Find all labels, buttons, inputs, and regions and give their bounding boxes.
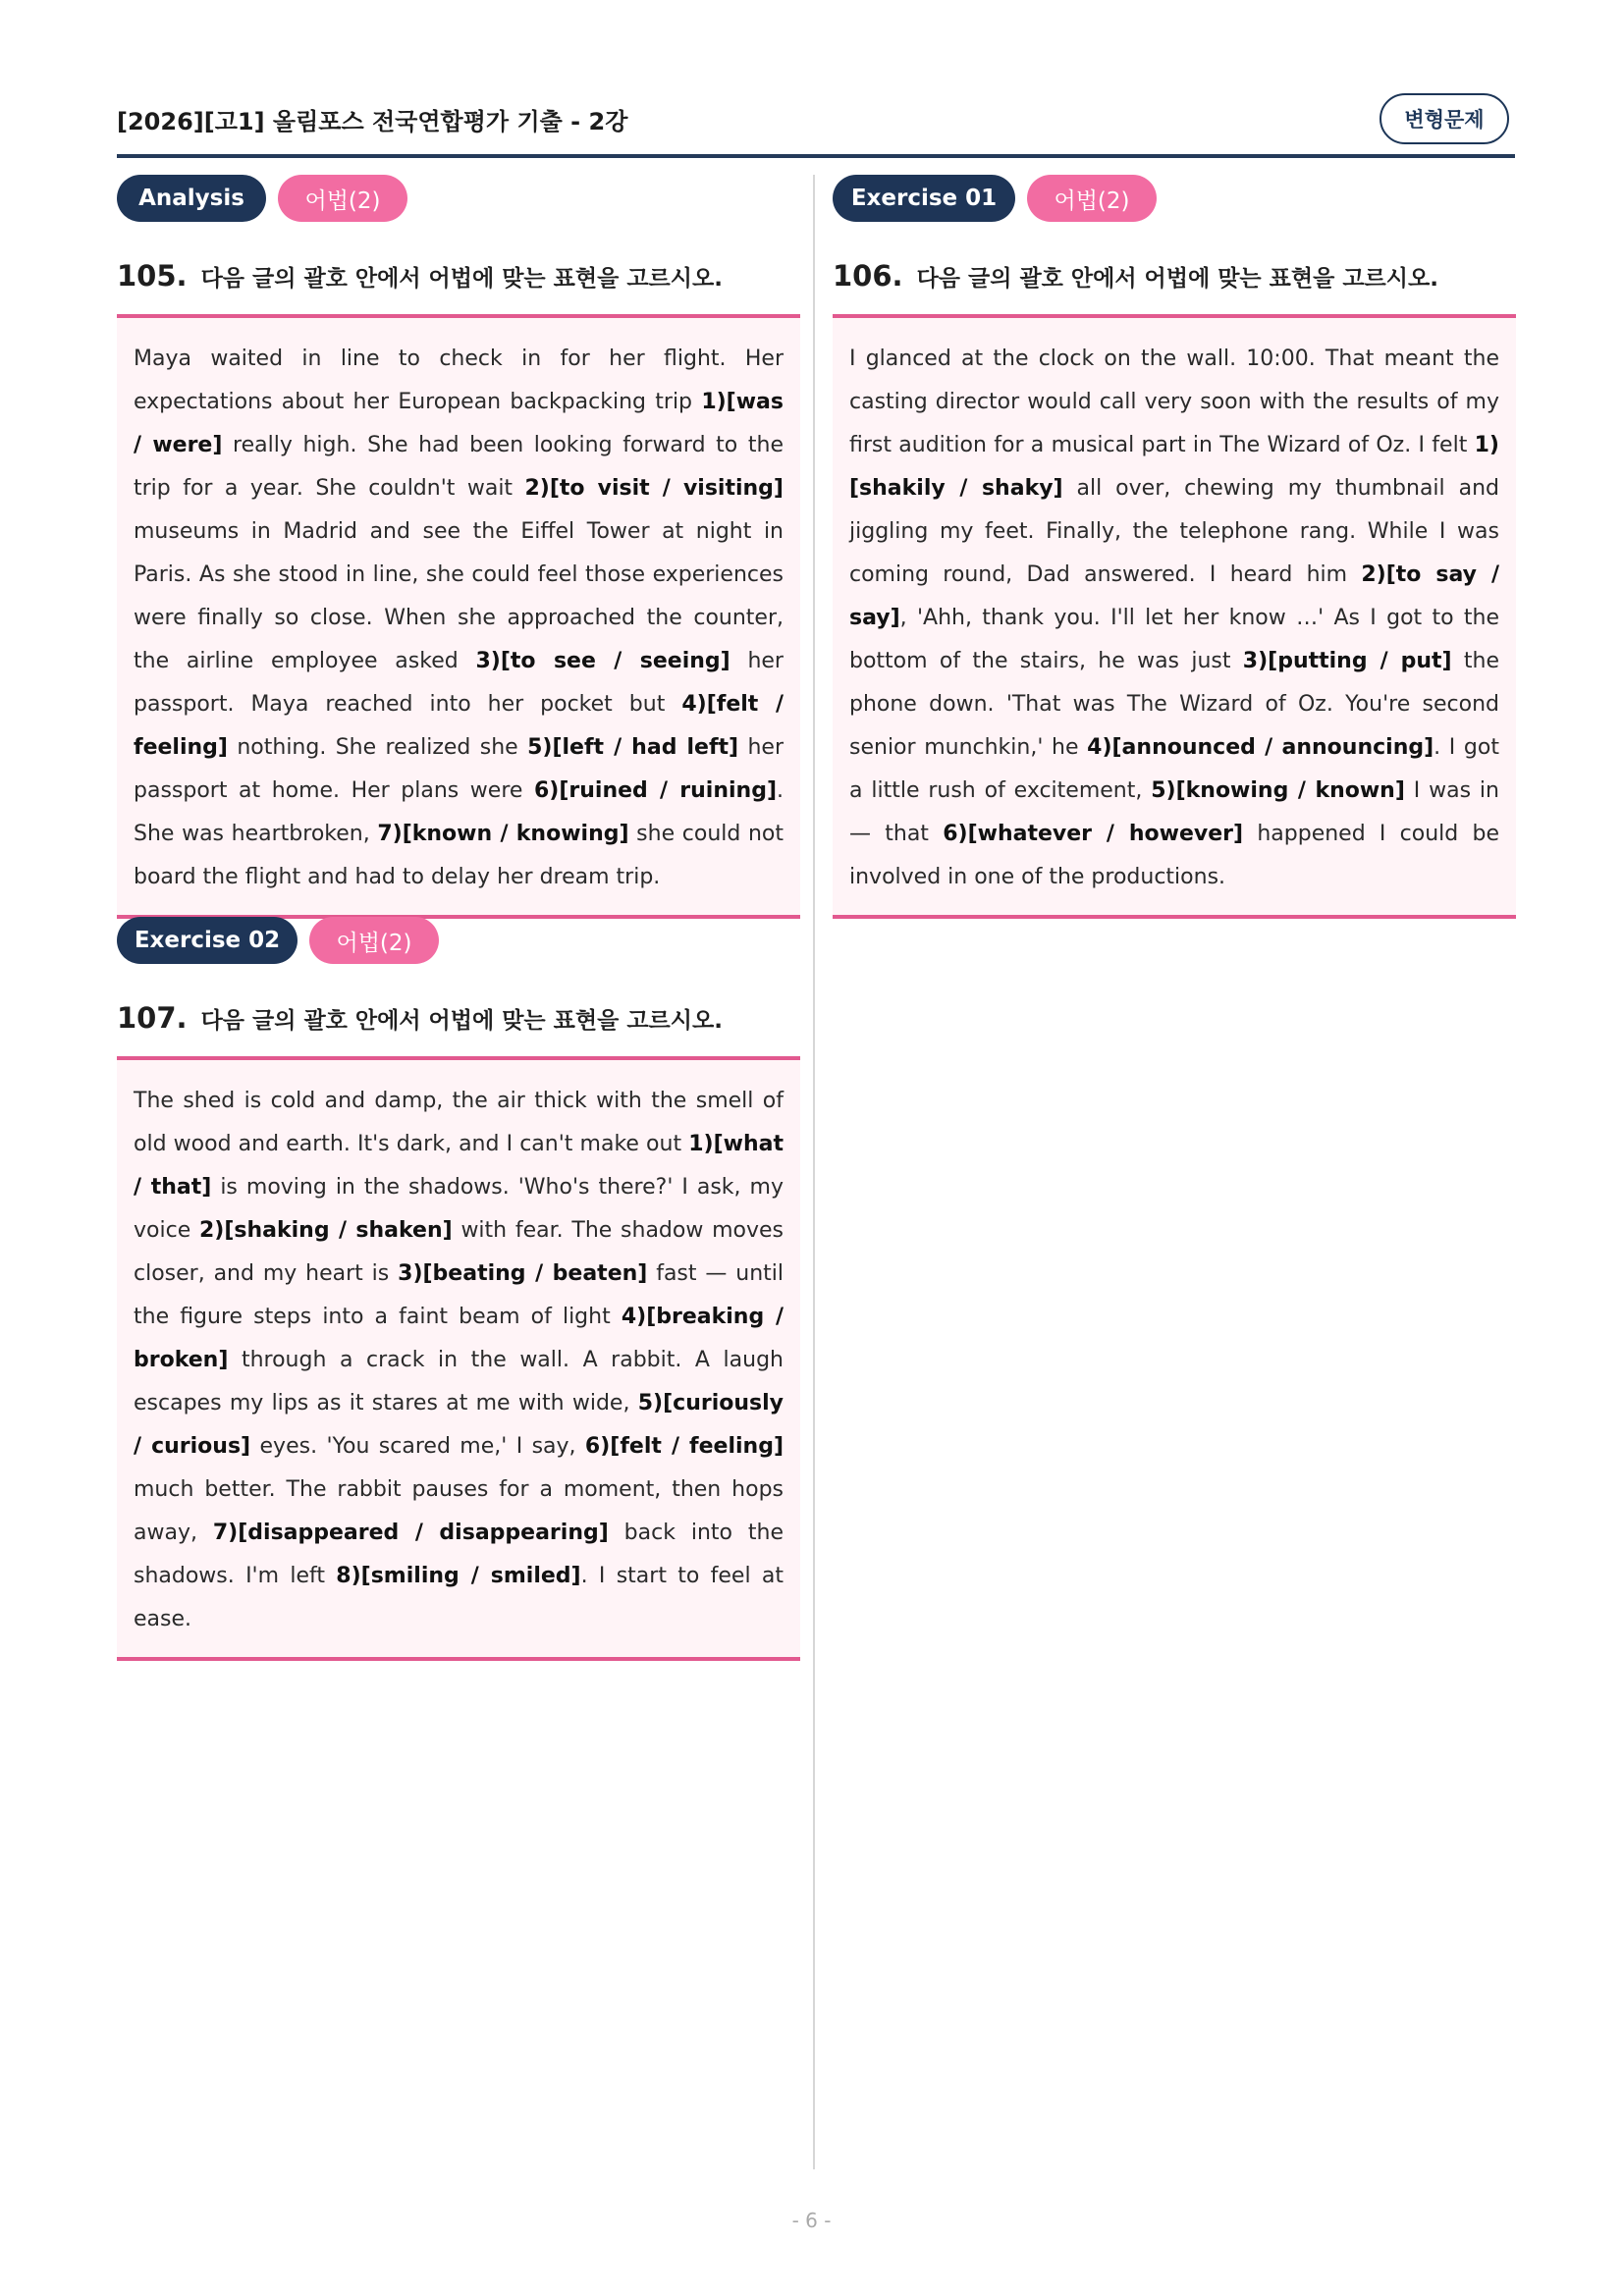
question-instruction: 다음 글의 괄호 안에서 어법에 맞는 표현을 고르시오. <box>916 266 1438 292</box>
passage-text: I glanced at the clock on the wall. 10:00. That meant the casting director would call very soon with the results of my first audition for a musical part in The Wizard of Oz. I felt 1)[shakily / shaky] all over, chewing my thumbnail and jiggling my feet. Finally, the telephone rang. While I was coming round, Dad answered. I heard him 2)[to say / say], 'Ahh, thank you. I'll let her know …' As I got to the bottom of the stairs, he was just 3)[putting / put] the phone down. 'That was The Wizard of Oz. You're second senior munchkin,' he 4)[announced / announcing]. I got a little rush of excitement, 5)[knowing / known] I was in — that 6)[whatever / however] happened I could be involved in one of the productions. <box>849 347 1500 889</box>
page-number: - 6 - <box>791 2209 832 2232</box>
category-tag: 어법(2) <box>1027 175 1157 222</box>
header-divider <box>117 154 1515 158</box>
question-number: 105. <box>117 259 188 293</box>
answer-choice: 6)[whatever / however] <box>943 822 1244 846</box>
passage-text: Maya waited in line to check in for her flight. Her expectations about her European backpacking trip 1)[was / were] really high. She had been looking forward to the trip for a year. She couldn't wait 2)[to visit / visiting] museums in Madrid and see the Eiffel Tower at night in Paris. As she stood in line, she could feel those experiences were finally so close. When she approached the counter, the airline employee asked 3)[to see / seeing] her passport. Maya reached into her pocket but 4)[felt / feeling] nothing. She realized she 5)[left / had left] her passport at home. Her plans were 6)[ruined / ruining]. She was heartbroken, 7)[known / knowing] she could not board the flight and had to delay her dream trip. <box>134 347 784 889</box>
column-divider <box>813 175 815 2169</box>
passage-box <box>833 314 1516 919</box>
answer-choice: 5)[knowing / known] <box>1151 778 1405 803</box>
question-106 <box>833 175 1516 889</box>
answer-choice: 7)[disappeared / disappearing] <box>212 1521 609 1545</box>
problem-type-badge: 변형문제 <box>1380 93 1509 144</box>
answer-choice: 1)[what / that] <box>134 1132 784 1200</box>
question-heading <box>117 1001 723 1035</box>
section-tag: Exercise 02 <box>117 917 298 964</box>
answer-choice: 6)[felt / feeling] <box>584 1434 784 1459</box>
category-tag: 어법(2) <box>309 917 439 964</box>
answer-choice: 6)[ruined / ruining] <box>534 778 778 803</box>
passage-text: The shed is cold and damp, the air thick with the smell of old wood and earth. It's dark, and I can't make out 1)[what / that] is moving in the shadows. 'Who's there?' I ask, my voice 2)[shaking / shaken] with fear. The shadow moves closer, and my heart is 3)[beating / beaten] fast — until the figure steps into a faint beam of light 4)[breaking / broken] through a crack in the wall. A rabbit. A laugh escapes my lips as it stares at me with wide, 5)[curiously / curious] eyes. 'You scared me,' I say, 6)[felt / feeling] much better. The rabbit pauses for a moment, then hops away, 7)[disappeared / disappearing] back into the shadows. I'm left 8)[smiling / smiled]. I start to feel at ease. <box>134 1089 784 1631</box>
question-instruction: 다음 글의 괄호 안에서 어법에 맞는 표현을 고르시오. <box>200 1008 723 1034</box>
answer-choice: 8)[smiling / smiled] <box>336 1564 581 1588</box>
answer-choice: 1)[shakily / shaky] <box>849 433 1499 501</box>
category-tag: 어법(2) <box>278 175 407 222</box>
question-tags <box>117 917 800 964</box>
question-heading <box>117 259 723 293</box>
answer-choice: 1)[was / were] <box>134 390 784 457</box>
answer-choice: 5)[curiously / curious] <box>134 1391 784 1459</box>
question-number: 107. <box>117 1001 188 1035</box>
answer-choice: 2)[to say / say] <box>849 562 1499 630</box>
question-number: 106. <box>833 259 903 293</box>
answer-choice: 3)[putting / put] <box>1242 649 1452 673</box>
section-tag: Exercise 01 <box>833 175 1015 222</box>
passage-box <box>117 314 800 919</box>
answer-choice: 7)[known / knowing] <box>377 822 629 846</box>
answer-choice: 5)[left / had left] <box>527 735 739 760</box>
document-title: [2026][고1] 올림포스 전국연합평가 기출 - 2강 <box>117 108 628 135</box>
answer-choice: 4)[announced / announcing] <box>1087 735 1434 760</box>
question-107 <box>117 917 800 1631</box>
passage-box <box>117 1056 800 1661</box>
answer-choice: 3)[to see / seeing] <box>475 649 730 673</box>
answer-choice: 2)[shaking / shaken] <box>198 1218 453 1243</box>
question-105 <box>117 175 800 889</box>
question-instruction: 다음 글의 괄호 안에서 어법에 맞는 표현을 고르시오. <box>200 266 723 292</box>
answer-choice: 2)[to visit / visiting] <box>524 476 784 501</box>
answer-choice: 4)[felt / feeling] <box>134 692 784 760</box>
question-tags <box>833 175 1516 222</box>
section-tag: Analysis <box>117 175 266 222</box>
answer-choice: 4)[breaking / broken] <box>134 1305 784 1372</box>
question-heading <box>833 259 1438 293</box>
question-tags <box>117 175 800 222</box>
answer-choice: 3)[beating / beaten] <box>398 1261 648 1286</box>
